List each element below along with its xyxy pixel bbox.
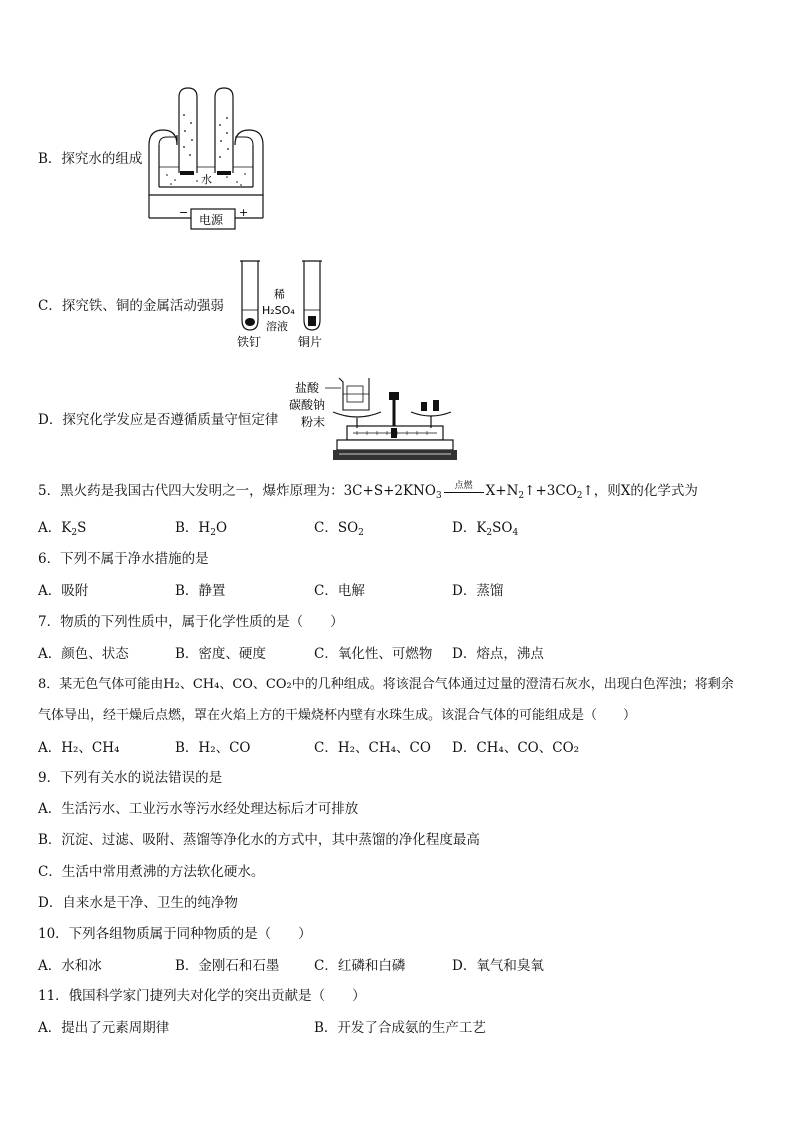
q9-option-a: A．生活污水、工业污水等污水经处理达标后才可排放: [38, 801, 359, 817]
powder-label: 粉末: [301, 415, 326, 429]
q8-option-b: B．H₂、CO: [175, 740, 251, 756]
q4-option-c: C．探究铁、铜的金属活动强弱: [38, 298, 224, 314]
q7-option-a: A．颜色、状态: [38, 646, 129, 662]
metal-activity-diagram: [232, 258, 332, 353]
q5-option-b: B．$H_2O$: [175, 520, 228, 538]
q9-option-d: D．自来水是干净、卫生的纯净物: [38, 895, 238, 911]
q4-option-d: D．探究化学发应是否遵循质量守恒定律: [38, 412, 279, 428]
q7-option-b: B．密度、硬度: [175, 646, 266, 662]
q8-stem-line-2: 气体导出，经干燥后点燃，罩在火焰上方的干燥烧杯内壁有水珠生成。该混合气体的可能组成是（ ）: [38, 708, 637, 723]
q11-stem: 11．俄国科学家门捷列夫对化学的突出贡献是（ ）: [38, 988, 366, 1004]
q7-stem: 7．物质的下列性质中，属于化学性质的是（ ）: [38, 614, 344, 630]
q7-option-d: D．熔点，沸点: [452, 646, 544, 662]
q11-option-a: A．提出了元素周期律: [38, 1020, 170, 1036]
iron-nail-label: 铁钉: [237, 335, 262, 349]
q5-option-c: C．$SO_2$: [314, 520, 364, 538]
q9-stem: 9．下列有关水的说法错误的是: [38, 770, 223, 786]
copper-sheet-label: 铜片: [298, 335, 323, 349]
power-label: 电源: [199, 213, 224, 227]
water-electrolysis-diagram: [145, 85, 270, 235]
reaction-arrow: 点燃: [442, 486, 486, 498]
q8-stem-line-1: 8．某无色气体可能由H₂、CH₄、CO、CO₂中的几种组成。将该混合气体通过过量的澄清石灰水，出现白色浑浊；将剩余: [38, 677, 734, 692]
q10-stem: 10．下列各组物质属于同种物质的是（ ）: [38, 926, 312, 942]
h2so4-label: H₂SO₄: [262, 304, 295, 317]
q9-option-b: B．沉淀、过滤、吸附、蒸馏等净化水的方式中，其中蒸馏的净化程度最高: [38, 832, 480, 848]
q11-option-b: B．开发了合成氨的生产工艺: [314, 1020, 486, 1036]
q6-option-a: A．吸附: [38, 583, 89, 599]
q5-option-a: A．$K_2S$: [38, 520, 87, 538]
q5-stem: 5．黑火药是我国古代四大发明之一，爆炸原理为：$3C+S+2KNO_3$ 点燃 $X+N_2↑+3CO_2↑$，则X的化学式为: [38, 480, 698, 501]
q8-option-a: A．H₂、CH₄: [38, 740, 120, 756]
balance-diagram: [287, 376, 457, 468]
hcl-label: 盐酸: [295, 381, 320, 395]
plus-sign: +: [239, 206, 249, 219]
q6-stem: 6．下列不属于净水措施的是: [38, 551, 209, 567]
q5-option-d: D．$K_2SO_4$: [452, 520, 519, 538]
q10-option-c: C．红磷和白磷: [314, 958, 406, 974]
sodium-carbonate-label: 碳酸钠: [289, 398, 326, 412]
q10-option-b: B．金刚石和石墨: [175, 958, 280, 974]
q4-option-b: B．探究水的组成: [38, 151, 143, 167]
q6-option-c: C．电解: [314, 583, 365, 599]
q10-option-a: A．水和冰: [38, 958, 102, 974]
q8-option-d: D．CH₄、CO、CO₂: [452, 740, 580, 756]
q8-option-c: C．H₂、CH₄、CO: [314, 740, 431, 756]
dilute-label: 稀: [274, 288, 285, 301]
q7-option-c: C．氧化性、可燃物: [314, 646, 433, 662]
solution-label: 溶液: [266, 320, 288, 333]
q6-option-d: D．蒸馏: [452, 583, 504, 599]
q6-option-b: B．静置: [175, 583, 226, 599]
minus-sign: −: [179, 206, 189, 219]
water-label: 水: [201, 173, 212, 186]
q9-option-c: C．生活中常用煮沸的方法软化硬水。: [38, 864, 265, 880]
q10-option-d: D．氧气和臭氧: [452, 958, 544, 974]
